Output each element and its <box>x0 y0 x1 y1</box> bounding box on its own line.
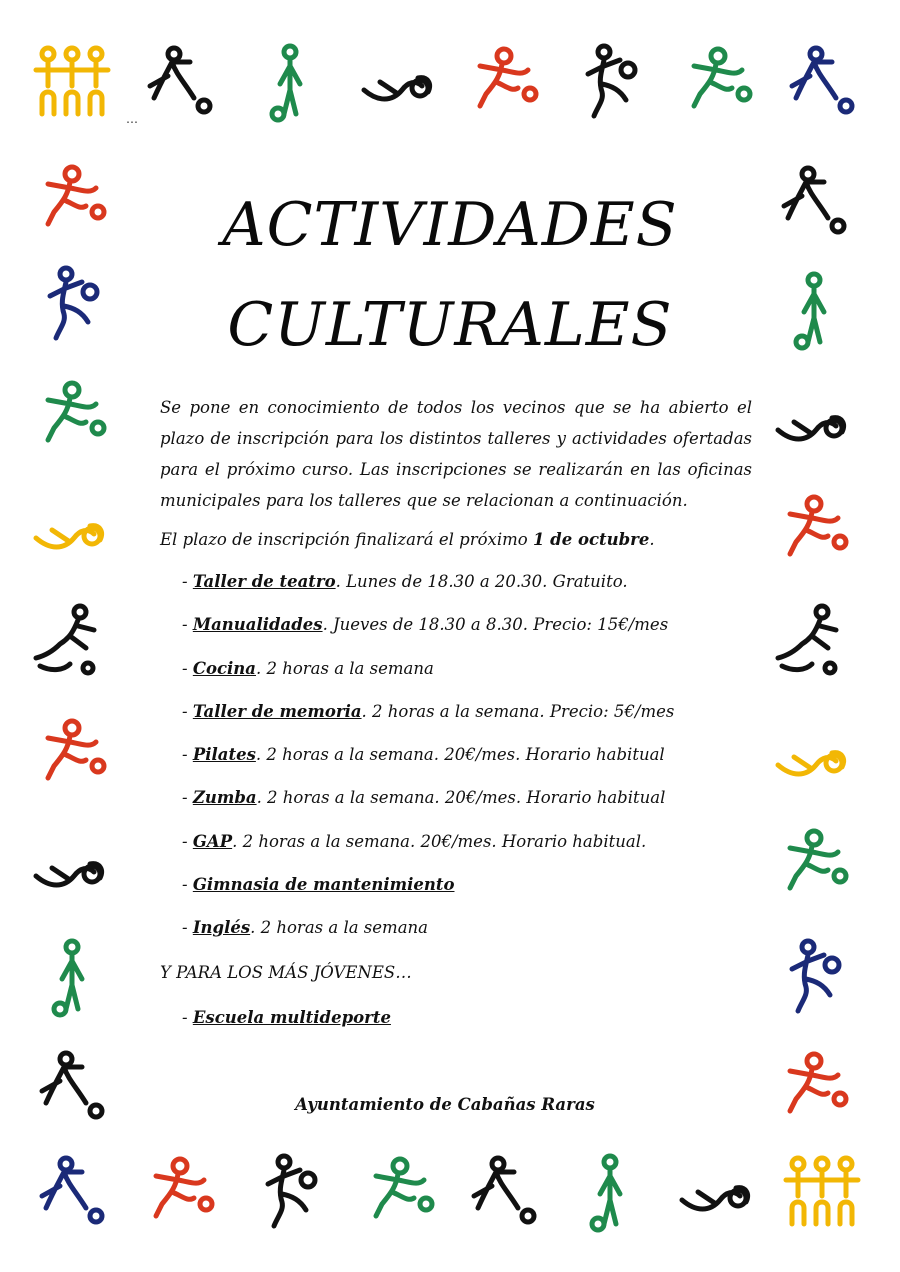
list-item: - Taller de memoria. 2 horas a la semana. Precio: 5€/mes <box>182 701 675 721</box>
activity-detail: . 2 horas a la semana. 20€/mes. Horario habitual. <box>232 831 647 851</box>
soccer-player-figure-icon <box>780 1150 864 1234</box>
activity-detail: . 2 horas a la semana <box>255 658 434 678</box>
activity-name: Cocina <box>192 658 256 678</box>
list-item: - Inglés. 2 horas a la semana <box>182 918 428 938</box>
soccer-player-figure-icon <box>30 262 114 346</box>
soccer-player-figure-icon <box>358 40 442 124</box>
soccer-player-figure-icon <box>138 40 222 124</box>
deadline-date: 1 de octubre <box>532 530 650 549</box>
soccer-player-figure-icon <box>772 488 856 572</box>
soccer-player-figure-icon <box>780 40 864 124</box>
soccer-player-figure-icon <box>568 40 652 124</box>
list-item: - Cocina. 2 horas a la semana <box>182 658 434 678</box>
list-item: - Gimnasia de mantenimiento <box>182 875 455 895</box>
soccer-player-figure-icon <box>138 1150 222 1234</box>
signature: Ayuntamiento de Cabañas Raras <box>295 1095 595 1114</box>
soccer-player-figure-icon <box>30 1045 114 1129</box>
young-heading: Y PARA LOS MÁS JÓVENES… <box>160 963 412 982</box>
soccer-player-figure-icon <box>772 600 856 684</box>
title-line-2: CULTURALES <box>227 290 673 360</box>
soccer-player-figure-icon <box>676 40 760 124</box>
border-ellipsis: … <box>126 112 138 126</box>
activity-name: Manualidades <box>192 615 323 635</box>
deadline-notice <box>160 530 655 549</box>
soccer-player-figure-icon <box>676 1150 760 1234</box>
soccer-player-figure-icon <box>248 1150 332 1234</box>
intro-paragraph: Se pone en conocimiento de todos los vecinos que se ha abierto el plazo de inscripción para los distintos talleres y actividades ofertadas para el próximo curso. Las inscripciones se realizarán en las oficinas municipales para los talleres que se relacionan a continuación. <box>160 398 752 510</box>
deadline-end: . <box>649 530 655 549</box>
activity-name: GAP <box>192 831 233 851</box>
activity-detail: . 2 horas a la semana. Precio: 5€/mes <box>361 701 675 721</box>
activity-list <box>182 572 674 962</box>
activity-name: Inglés <box>192 918 251 938</box>
soccer-player-figure-icon <box>772 268 856 352</box>
soccer-player-figure-icon <box>772 822 856 906</box>
soccer-player-figure-icon <box>30 826 114 910</box>
young-activity-list <box>182 1008 391 1027</box>
activity-name: Pilates <box>192 745 256 765</box>
activity-name: Gimnasia de mantenimiento <box>192 875 455 895</box>
soccer-player-figure-icon <box>772 715 856 799</box>
soccer-player-figure-icon <box>30 712 114 796</box>
soccer-player-figure-icon <box>30 158 114 242</box>
activity-detail: . 2 horas a la semana. 20€/mes. Horario habitual <box>256 788 666 808</box>
soccer-player-figure-icon <box>772 1045 856 1129</box>
activity-name: Escuela multideporte <box>192 1008 391 1027</box>
activity-name: Taller de teatro <box>192 572 336 591</box>
list-item: - Pilates. 2 horas a la semana. 20€/mes. Horario habitual <box>182 745 665 765</box>
list-item: - Manualidades. Jueves de 18.30 a 8.30. Precio: 15€/mes <box>182 615 669 635</box>
list-item: - GAP. 2 horas a la semana. 20€/mes. Horario habitual. <box>182 831 647 851</box>
deadline-text: El plazo de inscripción finalizará el próximo <box>160 530 533 549</box>
soccer-player-figure-icon <box>772 935 856 1019</box>
soccer-player-figure-icon <box>248 40 332 124</box>
activity-name: Taller de memoria <box>192 701 362 721</box>
soccer-player-figure-icon <box>772 380 856 464</box>
soccer-player-figure-icon <box>772 160 856 244</box>
soccer-player-figure-icon <box>30 40 114 124</box>
soccer-player-figure-icon <box>462 40 546 124</box>
soccer-player-figure-icon <box>30 1150 114 1234</box>
activity-name: Zumba <box>192 788 257 808</box>
list-item: - Escuela multideporte <box>182 1008 391 1027</box>
soccer-player-figure-icon <box>568 1150 652 1234</box>
list-item: - Zumba. 2 horas a la semana. 20€/mes. Horario habitual <box>182 788 666 808</box>
soccer-player-figure-icon <box>358 1150 442 1234</box>
soccer-player-figure-icon <box>30 488 114 572</box>
activity-detail: . Jueves de 18.30 a 8.30. Precio: 15€/mes <box>322 615 669 635</box>
soccer-player-figure-icon <box>30 600 114 684</box>
soccer-player-figure-icon <box>30 935 114 1019</box>
title-line-1: ACTIVIDADES <box>222 190 678 260</box>
list-item: - Taller de teatro. Lunes de 18.30 a 20.30. Gratuito. <box>182 572 628 591</box>
soccer-player-figure-icon <box>30 374 114 458</box>
activity-detail: . Lunes de 18.30 a 20.30. Gratuito. <box>335 572 628 591</box>
soccer-player-figure-icon <box>462 1150 546 1234</box>
activity-detail: . 2 horas a la semana. 20€/mes. Horario habitual <box>255 745 665 765</box>
activity-detail: . 2 horas a la semana <box>250 918 428 938</box>
